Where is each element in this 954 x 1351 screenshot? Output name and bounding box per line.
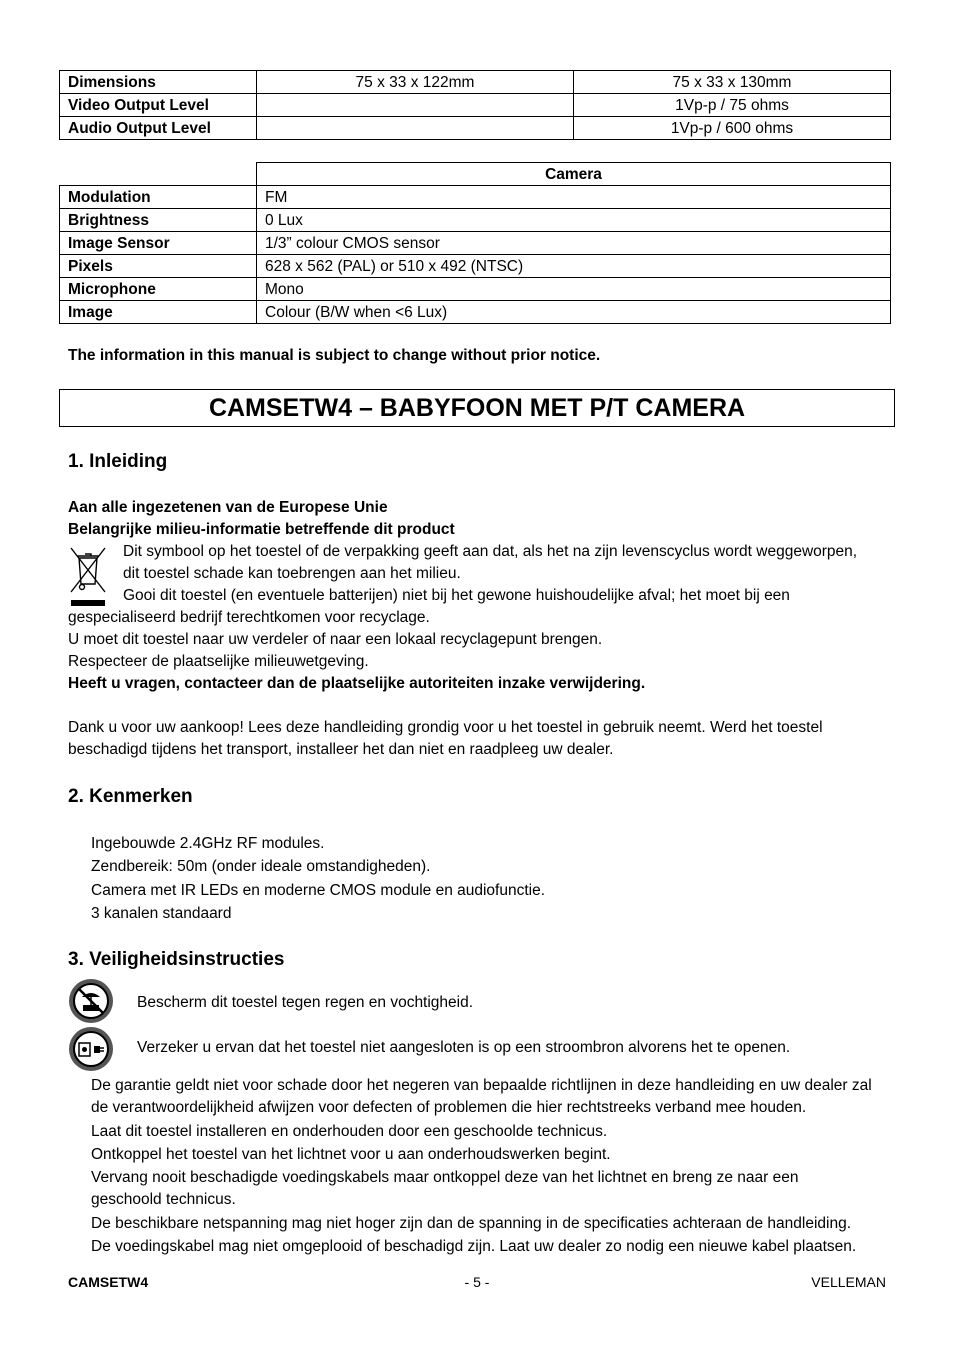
cell-value: 1/3” colour CMOS sensor: [257, 232, 891, 255]
paragraph-line: Respecteer de plaatselijke milieuwetgeving.: [68, 653, 369, 670]
safety-text: Verzeker u ervan dat het toestel niet aangesloten is op een stroombron alvorens het te openen.: [137, 1039, 791, 1056]
section-heading-inleiding: 1. Inleiding: [68, 451, 168, 472]
row-label: Video Output Level: [60, 94, 257, 117]
paragraph-line: dit toestel schade kan toebrengen aan het milieu.: [123, 565, 461, 582]
table-row: [60, 186, 891, 209]
list-item: Ingebouwde 2.4GHz RF modules.: [91, 835, 325, 852]
cell-value: 1Vp-p / 600 ohms: [574, 117, 891, 140]
table-header-row: [60, 163, 891, 186]
cell-value: [257, 117, 574, 140]
footer-brand: VELLEMAN: [811, 1274, 886, 1290]
paragraph-line: gespecialiseerd bedrijf terechtkomen voor recyclage.: [68, 609, 430, 626]
cell-value: 75 x 33 x 130mm: [574, 71, 891, 94]
weee-crossed-bin-icon: [68, 544, 108, 606]
cell-value: 1Vp-p / 75 ohms: [574, 94, 891, 117]
document-title: CAMSETW4 – BABYFOON MET P/T CAMERA: [59, 389, 895, 427]
table-row: [60, 278, 891, 301]
table-row: [60, 94, 891, 117]
cell-value: 0 Lux: [257, 209, 891, 232]
paragraph-line: beschadigd tijdens het transport, installeer het dan niet en raadpleeg uw dealer.: [68, 741, 614, 758]
unplug-before-opening-icon: [68, 1026, 114, 1072]
paragraph-line: Heeft u vragen, contacteer dan de plaatselijke autoriteiten inzake verwijdering.: [68, 675, 646, 692]
list-item: Camera met IR LEDs en moderne CMOS module en audiofunctie.: [91, 882, 546, 899]
row-label: Image Sensor: [60, 232, 257, 255]
paragraph-line: de verantwoordelijkheid afwijzen voor defecten of problemen die hier rechtstreeks verband mee houden.: [91, 1099, 807, 1116]
subheading: Aan alle ingezetenen van de Europese Unie: [68, 499, 388, 516]
cell-value: 75 x 33 x 122mm: [257, 71, 574, 94]
paragraph-line: geschoold technicus.: [91, 1191, 236, 1208]
cell-value: FM: [257, 186, 891, 209]
paragraph-line: Vervang nooit beschadigde voedingskabels maar ontkoppel deze van het lichtnet en breng ze naar een: [91, 1169, 799, 1186]
paragraph-line: De garantie geldt niet voor schade door het negeren van bepaalde richtlijnen in deze handleiding en uw dealer zal: [91, 1077, 872, 1094]
table-row: [60, 117, 891, 140]
cell-value: [257, 94, 574, 117]
cell-value: 628 x 562 (PAL) or 510 x 492 (NTSC): [257, 255, 891, 278]
table-row: [60, 209, 891, 232]
paragraph-line: Laat dit toestel installeren en onderhouden door een geschoolde technicus.: [91, 1123, 608, 1140]
cell-value: Colour (B/W when <6 Lux): [257, 301, 891, 324]
section-heading-veiligheid: 3. Veiligheidsinstructies: [68, 949, 285, 970]
row-label: Image: [60, 301, 257, 324]
paragraph-line: De voedingskabel mag niet omgeplooid of beschadigd zijn. Laat uw dealer zo nodig een nieuwe kabel plaatsen.: [91, 1238, 857, 1255]
paragraph-line: Dit symbool op het toestel of de verpakking geeft aan dat, als het na zijn levenscyclus wordt weggeworpen,: [123, 543, 858, 560]
footer-product-code: CAMSETW4: [68, 1274, 149, 1290]
paragraph-line: Gooi dit toestel (en eventuele batterijen) niet bij het gewone huishoudelijke afval; het moet bij een: [123, 587, 790, 604]
section-heading-kenmerken: 2. Kenmerken: [68, 786, 193, 807]
row-label: Pixels: [60, 255, 257, 278]
row-label: Modulation: [60, 186, 257, 209]
paragraph-line: U moet dit toestel naar uw verdeler of naar een lokaal recyclagepunt brengen.: [68, 631, 603, 648]
row-label: Brightness: [60, 209, 257, 232]
subheading: Belangrijke milieu-informatie betreffende dit product: [68, 521, 455, 538]
table-row: [60, 301, 891, 324]
cell-value: Mono: [257, 278, 891, 301]
column-header: Camera: [257, 163, 891, 186]
spec-table-camera: [59, 162, 891, 324]
list-item: 3 kanalen standaard: [91, 905, 232, 922]
paragraph-line: Ontkoppel het toestel van het lichtnet voor u aan onderhoudswerken begint.: [91, 1146, 611, 1163]
paragraph-line: Dank u voor uw aankoop! Lees deze handleiding grondig voor u het toestel in gebruik neemt. Werd het toestel: [68, 719, 823, 736]
row-label: Dimensions: [60, 71, 257, 94]
table-row: [60, 232, 891, 255]
row-label: Microphone: [60, 278, 257, 301]
table-row: [60, 255, 891, 278]
notice-text: The information in this manual is subject to change without prior notice.: [68, 347, 601, 364]
safety-text: Bescherm dit toestel tegen regen en vochtigheid.: [137, 994, 474, 1011]
rain-protection-icon: [68, 978, 114, 1024]
spec-table-dimensions: [59, 70, 891, 140]
footer-page-number: - 5 -: [464, 1274, 490, 1290]
paragraph-line: De beschikbare netspanning mag niet hoger zijn dan de spanning in de specificaties achteraan de handleiding.: [91, 1215, 852, 1232]
list-item: Zendbereik: 50m (onder ideale omstandigheden).: [91, 858, 431, 875]
row-label: Audio Output Level: [60, 117, 257, 140]
table-row: [60, 71, 891, 94]
